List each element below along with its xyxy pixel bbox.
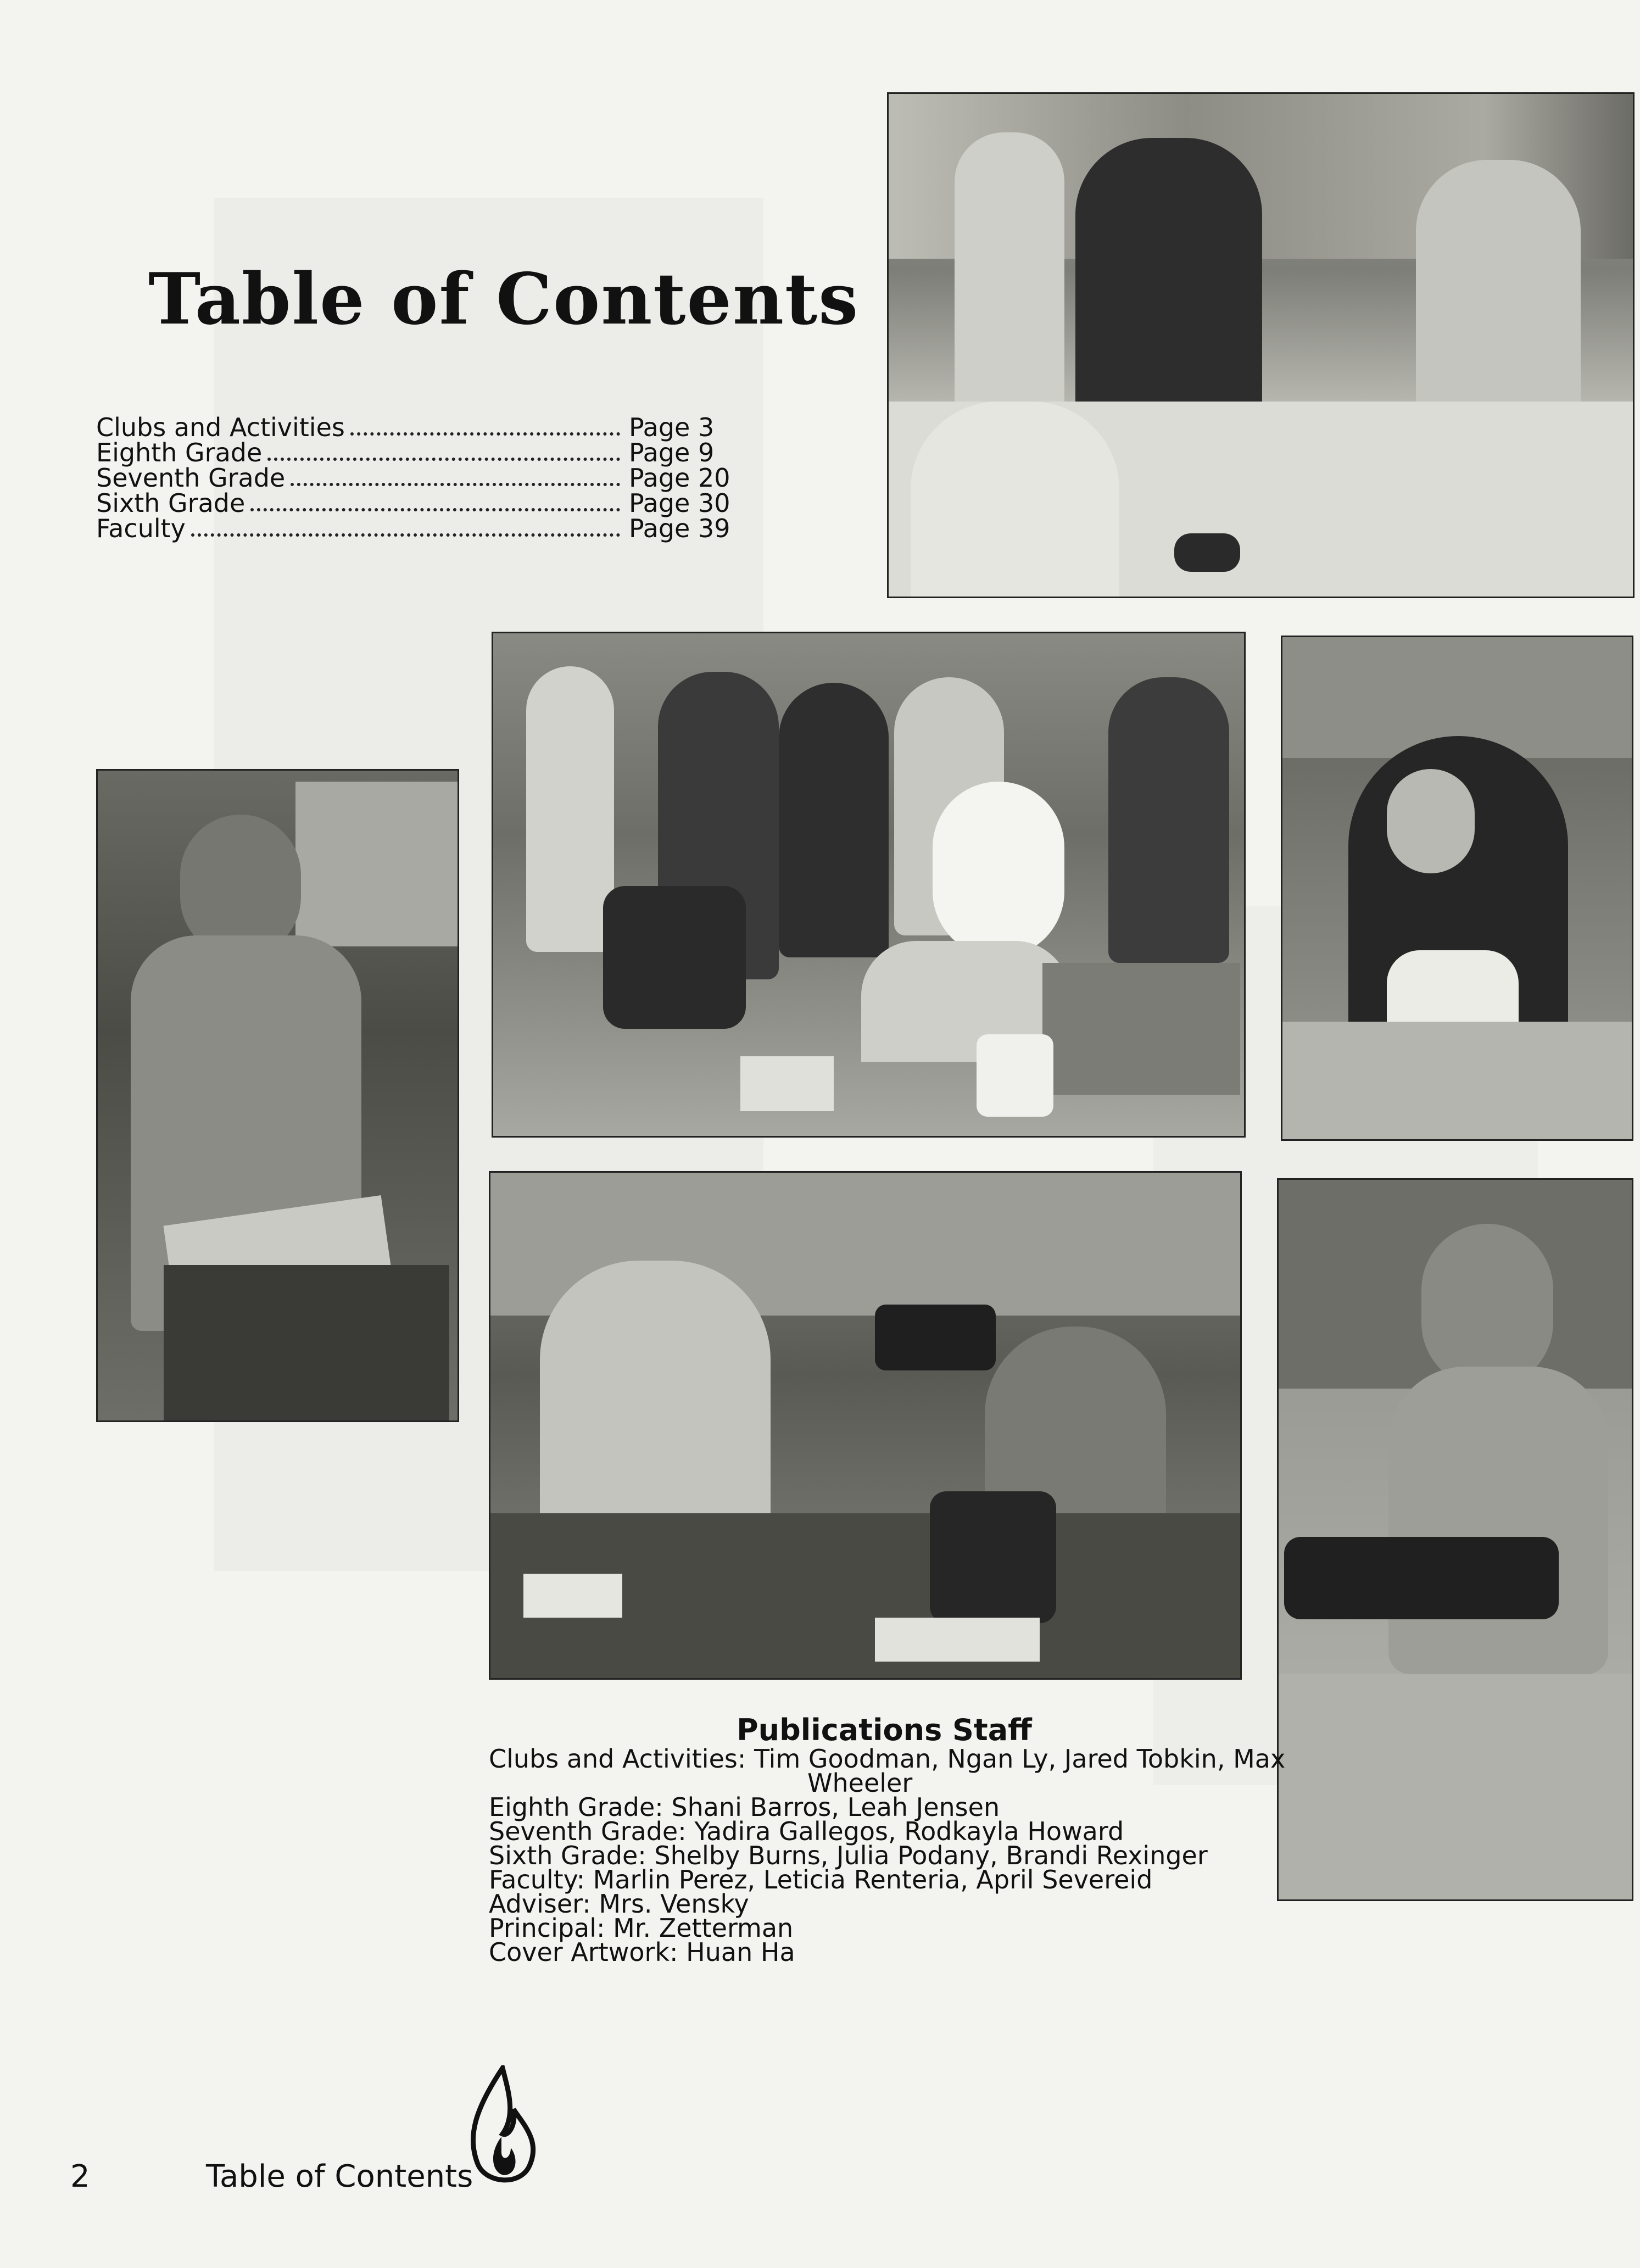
footer-section-title: Table of Contents [206, 2159, 473, 2194]
staff-line: Cover Artwork: Huan Ha [489, 1937, 795, 1967]
toc-leader-dots [291, 483, 620, 486]
staff-line: Eighth Grade: Shani Barros, Leah Jensen [489, 1792, 1000, 1822]
staff-line: Seventh Grade: Yadira Gallegos, Rodkayla Howard [489, 1816, 1124, 1846]
toc-page: Page 9 [629, 438, 715, 467]
photo-classroom-students-standing [887, 92, 1635, 598]
photo-group-with-teddy-bear [492, 632, 1246, 1138]
toc-row[interactable] [96, 465, 744, 491]
toc-leader-dots [267, 458, 620, 461]
toc-row[interactable] [96, 516, 744, 541]
staff-line: Wheeler [807, 1768, 913, 1798]
staff-names-clubs: Tim Goodman, Ngan Ly, Jared Tobkin, Max [754, 1744, 1286, 1774]
table-of-contents [96, 415, 744, 541]
toc-row[interactable] [96, 488, 744, 518]
toc-label: Clubs and Activities [96, 413, 345, 442]
toc-label: Eighth Grade [96, 438, 263, 467]
publications-staff [489, 1713, 1286, 1967]
toc-label: Seventh Grade [96, 463, 286, 493]
staff-line: Sixth Grade: Shelby Burns, Julia Podany, Brandi Rexinger [489, 1841, 1208, 1870]
staff-line [489, 1744, 1286, 1774]
toc-leader-dots [191, 533, 620, 537]
photo-student-with-laptop [1277, 1178, 1633, 1901]
staff-line: Faculty: Marlin Perez, Leticia Renteria, April Severeid [489, 1865, 1153, 1894]
toc-page: Page 20 [629, 463, 730, 493]
photo-student-at-desk [1281, 636, 1633, 1141]
toc-page: Page 3 [629, 413, 715, 442]
toc-label: Faculty [96, 514, 186, 543]
staff-line: Adviser: Mrs. Vensky [489, 1889, 749, 1919]
toc-leader-dots [250, 508, 620, 511]
toc-row[interactable] [96, 415, 744, 440]
page-number: 2 [70, 2159, 90, 2194]
staff-heading: Publications Staff [737, 1713, 1032, 1747]
toc-page: Page 30 [629, 488, 730, 518]
page-title: Table of Contents [148, 258, 860, 341]
toc-page: Page 39 [629, 514, 730, 543]
toc-row[interactable] [96, 440, 744, 465]
toc-leader-dots [350, 432, 620, 436]
flame-icon [464, 2065, 541, 2194]
staff-label-clubs: Clubs and Activities: [489, 1744, 746, 1774]
staff-line: Principal: Mr. Zetterman [489, 1913, 794, 1943]
photo-student-with-tape [96, 769, 459, 1422]
photo-students-reading [489, 1171, 1242, 1680]
toc-label: Sixth Grade [96, 488, 246, 518]
